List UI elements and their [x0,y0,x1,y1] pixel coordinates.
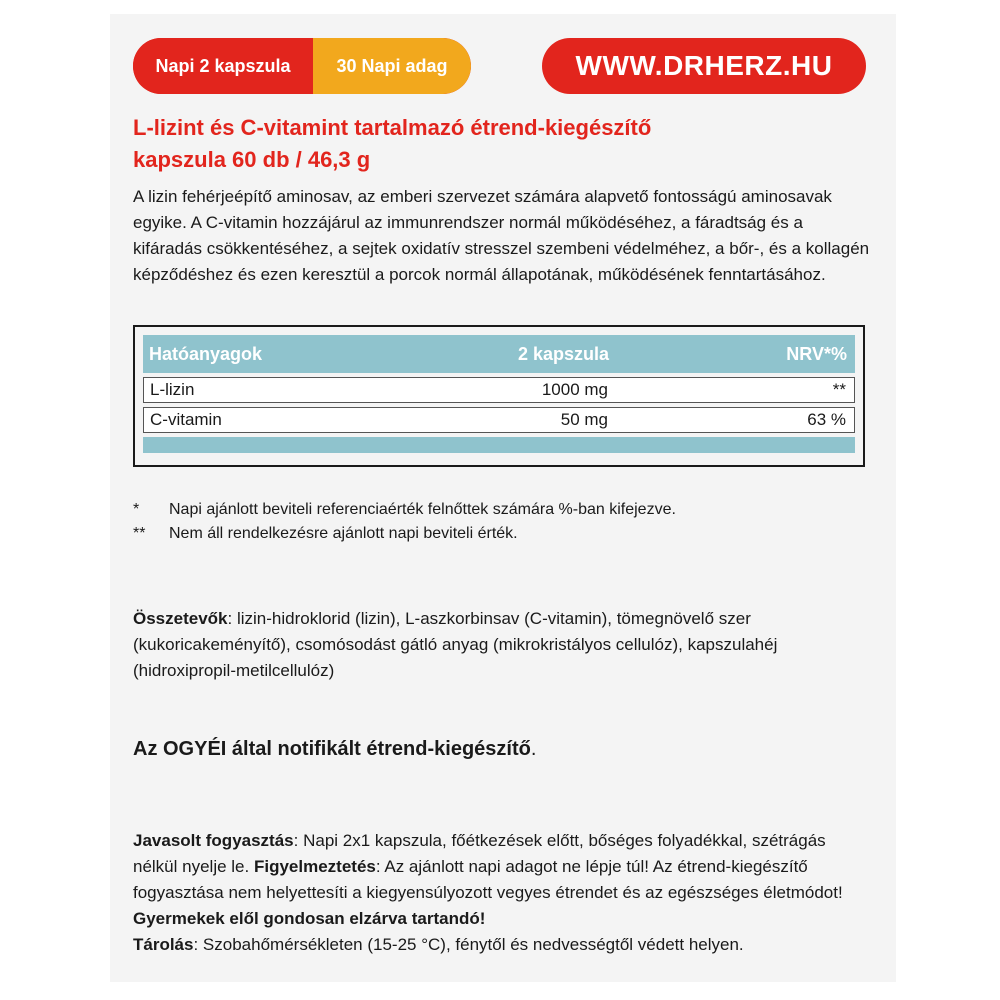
footnote [133,522,873,546]
storage-label: Tárolás [133,935,194,954]
table-header [143,335,855,373]
ingredients-text: : lizin-hidroklorid (lizin), L-aszkorbinsav (C-vitamin), tömegnövelő szer (kukoricakeményítő), csomósodást gátló anyag (mikrokristályos cellulóz), kapszulahéj (hidroxipropil-metilcellulóz) [133,609,778,680]
daily-dose-label: Napi 2 kapszula [133,38,313,94]
days-label: 30 Napi adag [313,38,471,94]
website-badge: WWW.DRHERZ.HU [542,38,866,94]
ogyei-dot: . [530,738,537,760]
header-active-ingredients: Hatóanyagok [149,344,263,364]
dose-badge [133,38,471,94]
footnote-mark: * [133,501,140,518]
children-warning: Gyermekek elől gondosan elzárva tartandó! [133,909,486,928]
storage-text: : Szobahőmérsékleten (15-25 °C), fénytől és nedvességtől védett helyen. [193,935,744,954]
nutrition-table [133,325,865,467]
header-amount: 2 kapszula [517,344,609,364]
warning-label: Figyelmeztetés [253,857,376,876]
row-nrv: ** [832,380,846,399]
product-title [133,112,873,176]
usage-label: Javasolt fogyasztás [133,831,294,850]
footnote-text: Napi ajánlott beviteli referenciaérték felnőttek számára %-ban kifejezve. [169,501,676,518]
table-footer-bar [143,437,855,453]
intro-text: A lizin fehérjeépítő aminosav, az emberi szervezet számára alapvető fontosságú aminosavak egyike. A C-vitamin hozzájárul az immunrendszer normál működéséhez, a fáradtság és a kifáradás csökkentéséhez, a sejtek oxidatív stresszel szembeni védelméhez, a bőr-, és a kollagén képződéshez és ezen keresztül a porcok normál állapotának, működésének fenntartásához. [133,187,870,284]
title-line-1: L-lizint és C-vitamint tartalmazó étrend-kiegészítő [133,115,652,140]
usage-section [133,828,873,958]
footnote-mark: ** [133,525,146,542]
header-nrv: NRV*% [786,344,847,364]
usage-text: : Napi 2x1 kapszula, főétkezések előtt, bőséges folyadékkal, szétrágás nélkül nyelje le. [133,831,826,876]
footnote [133,498,873,522]
row-nrv: 63 % [807,410,846,429]
ingredients [133,606,873,684]
table-row [143,407,855,433]
ogyei-notice [133,738,536,761]
warning-text: : Az ajánlott napi adagot ne lépje túl! Az étrend-kiegészítő fogyasztása nem helyettesíti a kiegyensúlyozott vegyes étrendet és az egészséges életmódot! [133,857,843,902]
title-line-2: kapszula 60 db / 46,3 g [133,147,371,172]
footnotes [133,498,873,546]
table-row [143,377,855,403]
footnote-text: Nem áll rendelkezésre ajánlott napi beviteli érték. [169,525,518,542]
ogyei-text: Az OGYÉI által notifikált étrend-kiegészítő [133,738,531,760]
row-amount: 50 mg [560,410,608,429]
ingredients-label: Összetevők [133,609,228,628]
row-name: C-vitamin [150,410,222,429]
row-amount: 1000 mg [541,380,608,399]
row-name: L-lizin [150,380,195,399]
